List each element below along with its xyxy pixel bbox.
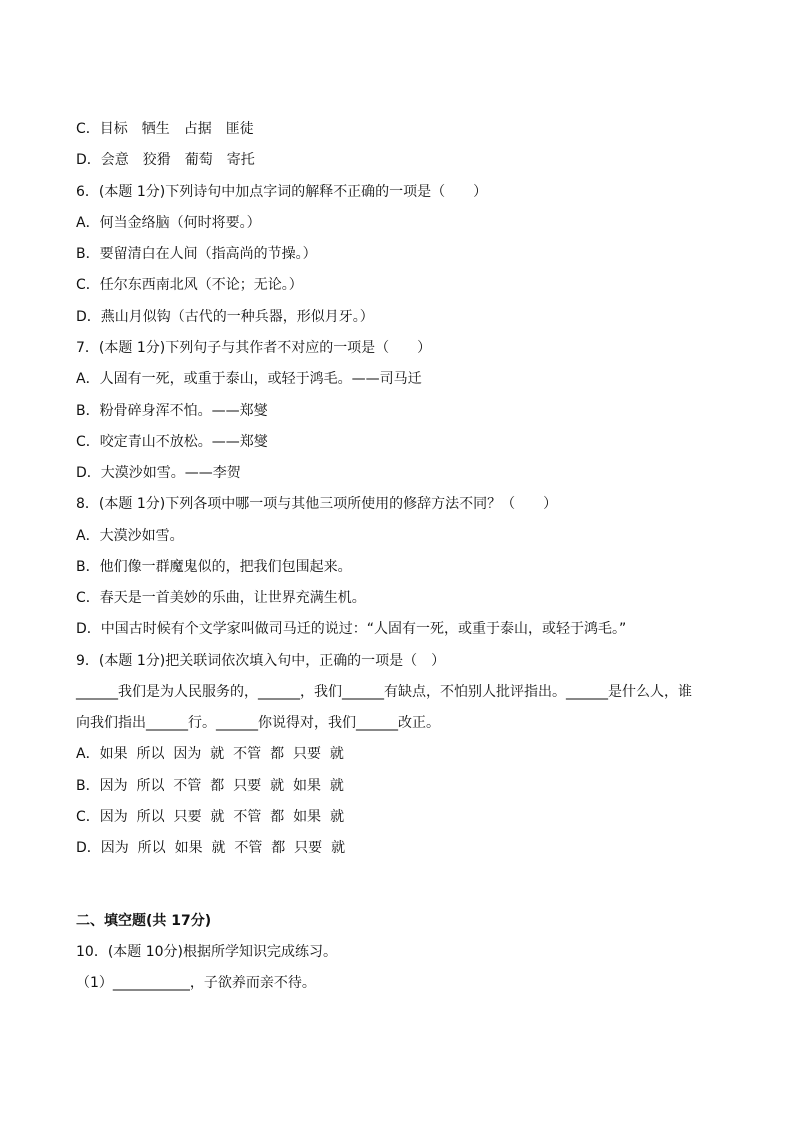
question-7-option-a: A．人固有一死，或重于泰山，或轻于鸿毛。——司马迁 xyxy=(76,371,422,387)
question-8-option-d: D．中国古时候有个文学家叫做司马迁的说过：“人固有一死，或重于泰山，或轻于鸿毛。” xyxy=(76,621,627,637)
question-9-option-c: C．因为 所以 只要 就 不管 都 如果 就 xyxy=(76,809,345,825)
question-6-option-d: D．燕山月似钩（古代的一种兵器，形似月牙。） xyxy=(76,309,374,325)
question-5-option-c: C．目标 牺生 占据 匪徒 xyxy=(76,121,254,137)
question-6-stem: 6．(本题 1分)下列诗句中加点字词的解释不正确的一项是（ ） xyxy=(76,184,488,200)
question-6-option-b: B．要留清白在人间（指高尚的节操。） xyxy=(76,246,317,262)
question-10-stem: 10．(本题 10分)根据所学知识完成练习。 xyxy=(76,944,338,960)
question-9-sentence-line-2: 向我们指出______行。______你说得对，我们______改正。 xyxy=(76,715,440,731)
question-7-stem: 7．(本题 1分)下列句子与其作者不对应的一项是（ ） xyxy=(76,340,432,356)
question-8-option-b: B．他们像一群魔鬼似的，把我们包围起来。 xyxy=(76,559,352,575)
question-6-option-c: C．任尔东西南北风（不论；无论。） xyxy=(76,277,303,293)
question-10-item-1: （1）___________，子欲养而亲不待。 xyxy=(76,975,316,991)
question-5-option-d: D．会意 狡猾 葡萄 寄托 xyxy=(76,152,255,168)
question-8-stem: 8．(本题 1分)下列各项中哪一项与其他三项所使用的修辞方法不同？（ ） xyxy=(76,496,558,512)
question-9-stem: 9．(本题 1分)把关联词依次填入句中，正确的一项是（ ） xyxy=(76,653,446,669)
question-8-option-c: C．春天是一首美妙的乐曲，让世界充满生机。 xyxy=(76,590,366,606)
question-9-sentence-line-1: ______我们是为人民服务的，______，我们______有缺点，不怕别人批评指出。______是什么人，谁 xyxy=(76,684,692,700)
question-7-option-c: C．咬定青山不放松。——郑燮 xyxy=(76,434,268,450)
question-7-option-b: B．粉骨碎身浑不怕。——郑燮 xyxy=(76,403,268,419)
question-9-option-d: D．因为 所以 如果 就 不管 都 只要 就 xyxy=(76,840,346,856)
section-2-heading: 二、填空题(共 17分) xyxy=(76,913,212,929)
question-8-option-a: A．大漠沙如雪。 xyxy=(76,528,184,544)
question-6-option-a: A．何当金络脑（何时将要。） xyxy=(76,215,261,231)
question-9-option-a: A．如果 所以 因为 就 不管 都 只要 就 xyxy=(76,746,344,762)
question-7-option-d: D．大漠沙如雪。——李贺 xyxy=(76,465,241,481)
question-9-option-b: B．因为 所以 不管 都 只要 就 如果 就 xyxy=(76,778,344,794)
